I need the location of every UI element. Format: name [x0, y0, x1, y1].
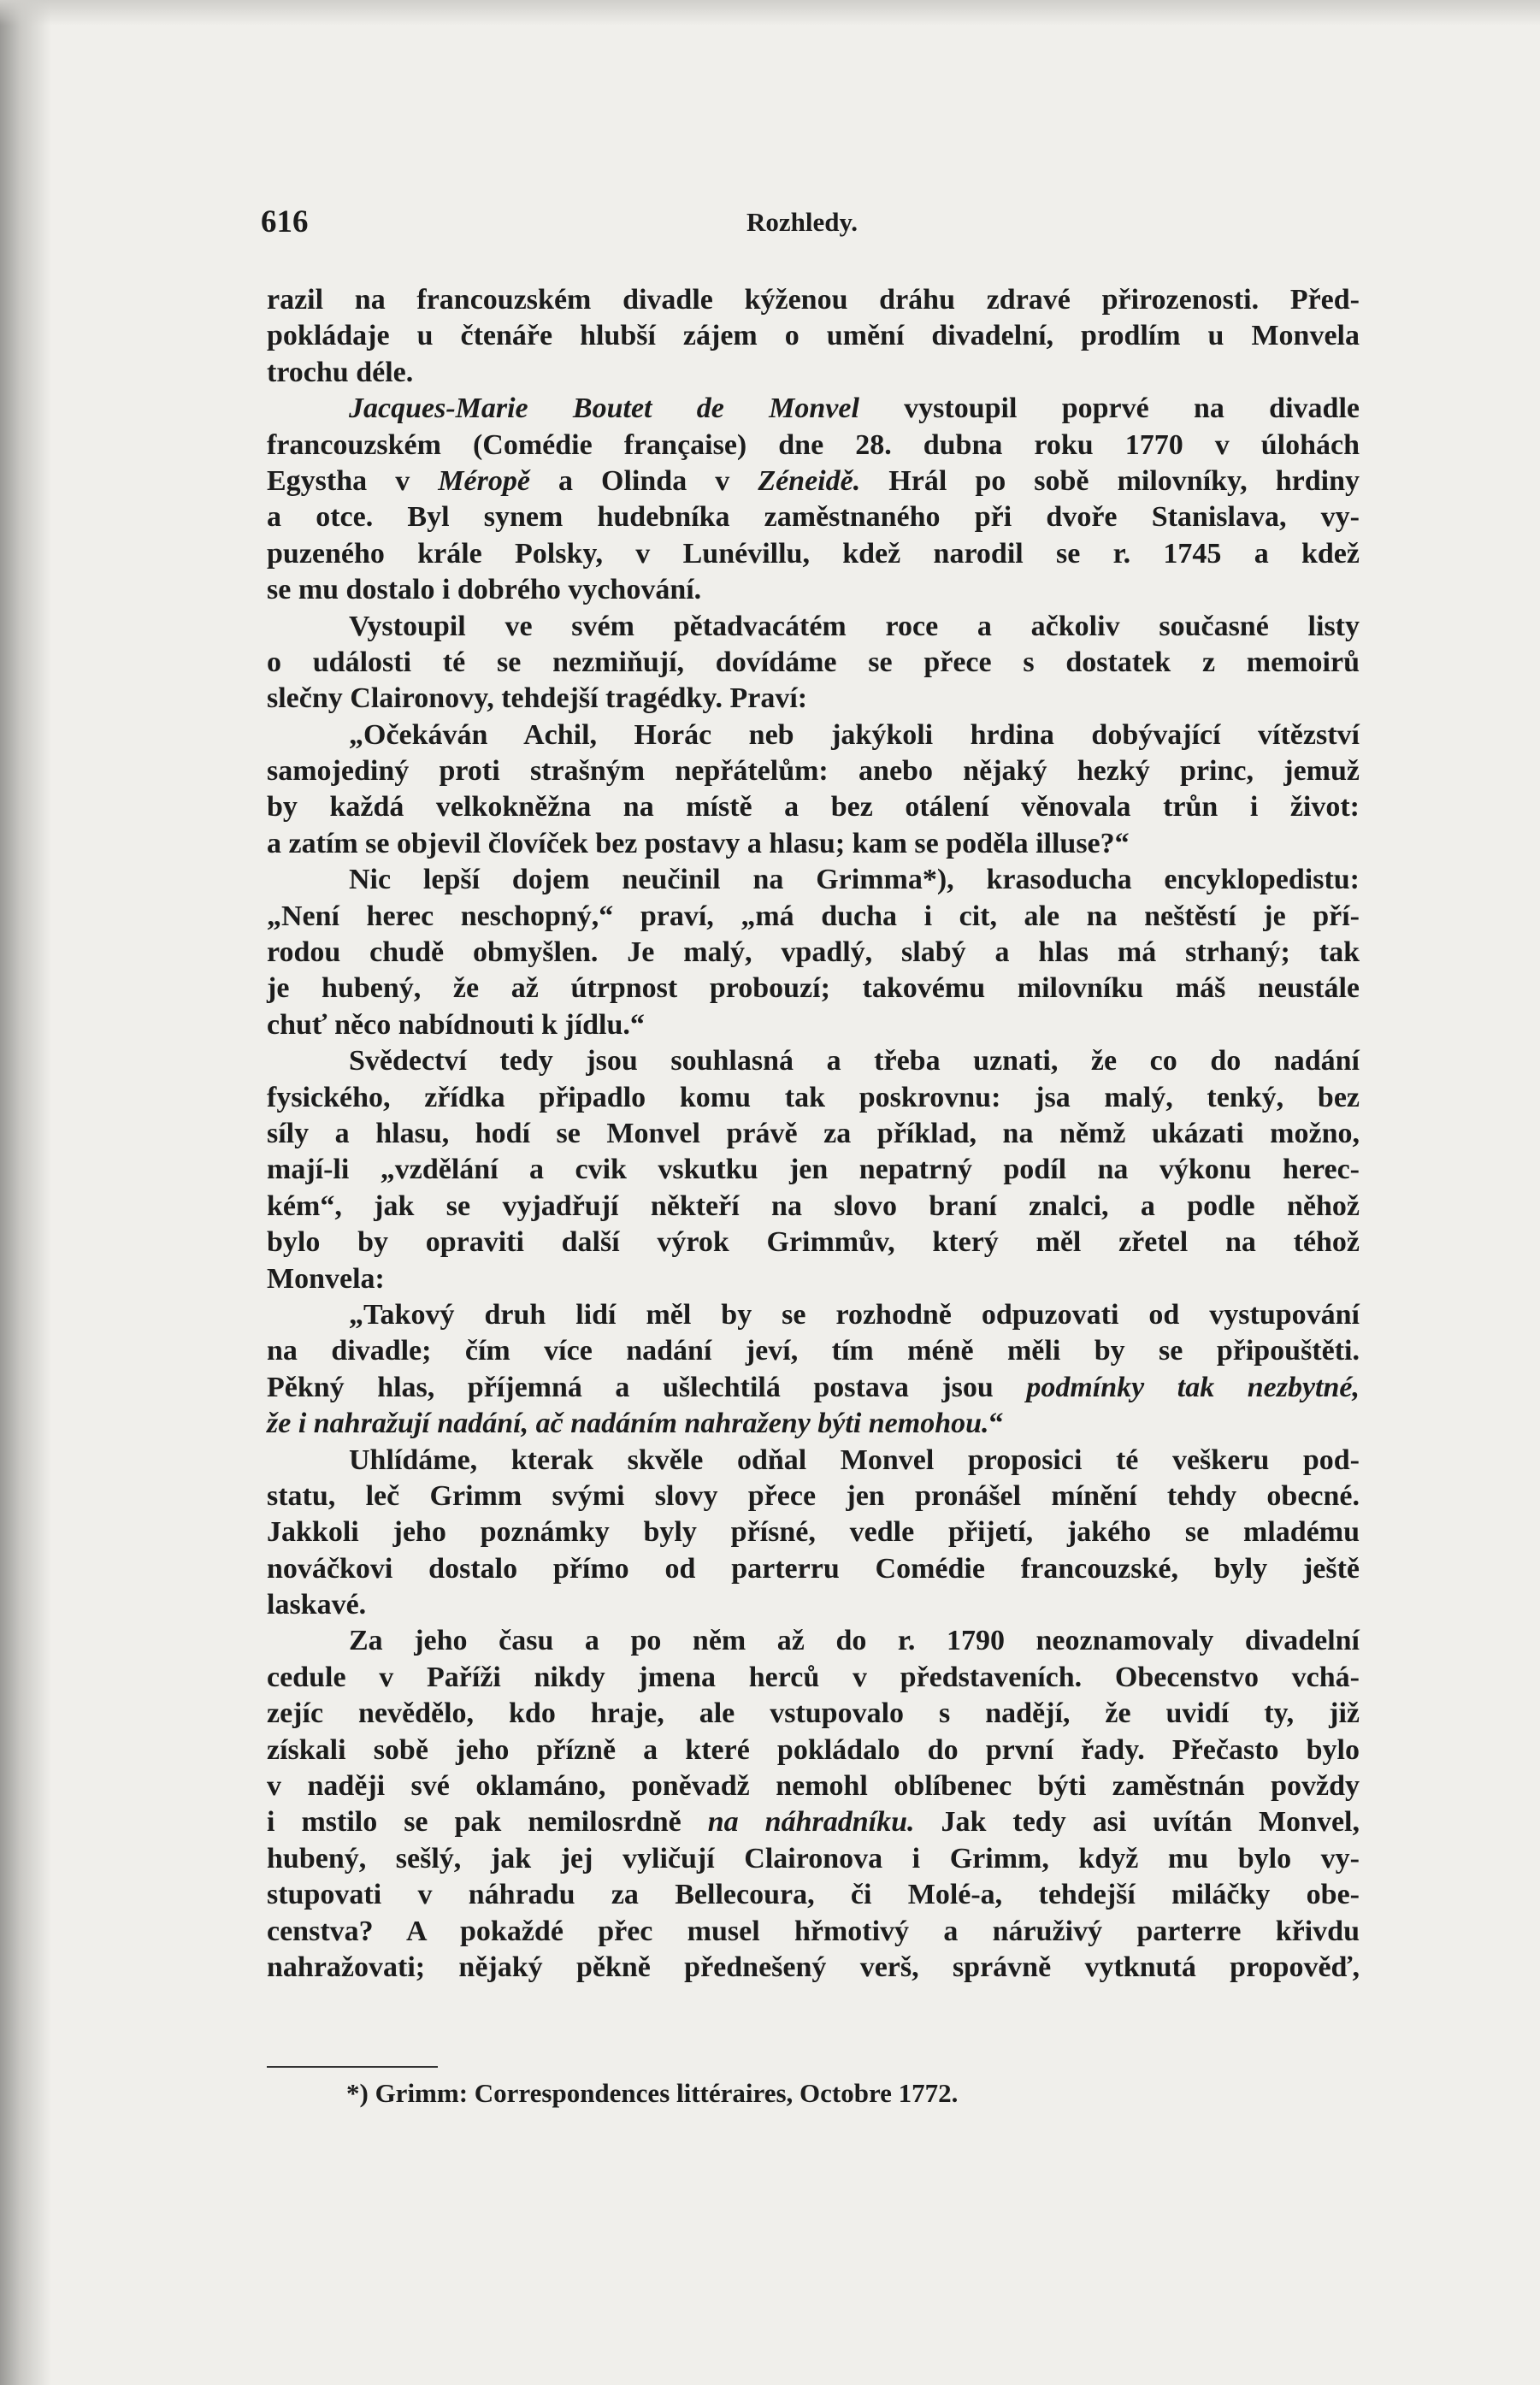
text-line: [267, 536, 1360, 572]
text-line: [267, 282, 1360, 318]
text-line: [267, 355, 1360, 391]
text-line: [267, 1116, 1360, 1152]
text-run: o události té se nezmiňují, dovídáme se přece s dostatek z memoirů: [267, 646, 1360, 678]
text-run: slečny Claironovy, tehdejší tragédky. Praví:: [267, 682, 808, 715]
page-top-shadow: [0, 0, 1540, 26]
text-run: a otce. Byl synem hudebníka zaměstnaného při dvoře Stanislava, vy-: [267, 501, 1360, 534]
text-line: [267, 1950, 1360, 1986]
text-run: fysického, zřídka připadlo komu tak poskrovnu: jsa malý, tenký, bez: [267, 1081, 1360, 1113]
text-run: pokládaje u čtenáře hlubší zájem o umění divadelní, prodlím u Monvela: [267, 320, 1360, 352]
text-run: stupovati v náhradu za Bellecoura, či Molé-a, tehdejší miláčky obe-: [267, 1879, 1360, 1911]
page-header: [261, 204, 1364, 246]
text-line: [267, 1479, 1360, 1514]
italic-text: na náhradníku.: [707, 1806, 915, 1839]
text-line: [267, 1225, 1360, 1260]
text-run: kém“, jak se vyjadřují někteří na slovo braní znalci, a podle něhož: [267, 1190, 1360, 1222]
text-line: [267, 1660, 1360, 1696]
text-run: censtva? A pokaždé přec musel hřmotivý a náruživý parterre křivdu: [267, 1915, 1360, 1947]
footnote-rule: [267, 2066, 438, 2068]
text-run: získali sobě jeho přízně a které pokládalo do první řady. Přečasto bylo: [267, 1733, 1360, 1766]
text-line: [267, 609, 1360, 645]
text-run: Monvela:: [267, 1262, 385, 1295]
text-line: [267, 753, 1360, 789]
text-run: trochu déle.: [267, 356, 414, 388]
text-line: [267, 789, 1360, 825]
text-line: [267, 1696, 1360, 1732]
text-line: [267, 1768, 1360, 1804]
text-run: Pěkný hlas, příjemná a ušlechtilá postava jsou: [267, 1371, 1027, 1403]
italic-text: podmínky tak nezbytné,: [1026, 1371, 1360, 1403]
text-run: a zatím se objevil človíček bez postavy a hlasu; kam se poděla illuse?“: [267, 827, 1130, 859]
text-run: Svědectví tedy jsou souhlasná a třeba uznati, že co do nadání: [349, 1045, 1360, 1077]
text-line: [267, 899, 1360, 935]
text-run: rodou chudě obmyšlen. Je malý, vpadlý, slabý a hlas má strhaný; tak: [267, 936, 1360, 969]
text-run: hubený, sešlý, jak jej vyličují Claironova i Grimm, když mu bylo vy-: [267, 1842, 1360, 1874]
text-line: [267, 826, 1360, 862]
italic-text: Jacques-Marie Boutet de Monvel: [349, 393, 859, 425]
text-run: v naději své oklamáno, poněvadž nemohl oblíbenec býti zaměstnán povždy: [267, 1770, 1360, 1803]
text-line: [267, 572, 1360, 608]
text-line: [267, 428, 1360, 463]
text-line: [267, 1189, 1360, 1225]
text-run: statu, leč Grimm svými slovy přece jen pronášel mínění tehdy obecné.: [267, 1479, 1360, 1512]
text-run: chuť něco nabídnouti k jídlu.“: [267, 1008, 645, 1041]
text-line: [267, 1007, 1360, 1043]
footnote: *) Grimm: Correspondences littéraires, Octobre 1772.: [346, 2078, 959, 2108]
italic-text: že i nahražují nadání, ač nadáním nahraženy býti nemohou.: [267, 1408, 989, 1440]
text-run: a Olinda v: [529, 464, 758, 497]
text-run: samojediný proti strašným nepřátelům: anebo nějaký hezký princ, jemuž: [267, 755, 1360, 788]
text-line: [267, 971, 1360, 1007]
page-number: 616: [261, 204, 309, 239]
text-run: Hrál po sobě milovníky, hrdiny: [860, 464, 1360, 497]
text-line: [267, 1877, 1360, 1913]
text-line: [267, 1080, 1360, 1116]
text-run: se mu dostalo i dobrého vychování.: [267, 574, 702, 606]
text-run: “: [988, 1408, 1004, 1440]
text-line: [267, 1587, 1360, 1623]
text-line: [267, 1551, 1360, 1587]
text-line: [267, 862, 1360, 898]
text-run: Za jeho času a po něm až do r. 1790 neoznamovaly divadelní: [349, 1625, 1360, 1657]
text-run: nováčkovi dostalo přímo od parterru Comédie francouzské, byly ještě: [267, 1552, 1360, 1585]
text-run: Jakkoli jeho poznámky byly přísné, vedle přijetí, jakého se mladému: [267, 1516, 1360, 1549]
text-line: [267, 1261, 1360, 1297]
text-run: mají-li „vzdělání a cvik vskutku jen nepatrný podíl na výkonu herec-: [267, 1154, 1360, 1186]
running-title: Rozhledy.: [746, 207, 859, 237]
text-run: „Takový druh lidí měl by se rozhodně odpuzovati od vystupování: [349, 1298, 1360, 1331]
text-run: vystoupil poprvé na divadle: [859, 393, 1360, 425]
text-run: Jak tedy asi uvítán Monvel,: [914, 1806, 1360, 1839]
italic-text: Méropě: [438, 464, 530, 497]
italic-text: Zéneidě.: [758, 464, 861, 497]
text-line: [267, 1443, 1360, 1479]
text-line: [267, 1370, 1360, 1406]
text-run: by každá velkokněžna na místě a bez otálení věnovala trůn i život:: [267, 791, 1360, 824]
text-line: [267, 717, 1360, 753]
text-line: [267, 1623, 1360, 1659]
text-run: nahražovati; nějaký pěkně přednešený verš, správně vytknutá propověď,: [267, 1951, 1360, 1983]
text-run: francouzském (Comédie française) dne 28. dubna roku 1770 v úlohách: [267, 428, 1360, 461]
text-run: laskavé.: [267, 1589, 367, 1621]
text-run: Vystoupil ve svém pětadvacátém roce a ačkoliv současné listy: [349, 610, 1360, 642]
text-line: [267, 645, 1360, 681]
text-line: [267, 1804, 1360, 1840]
text-line: [267, 681, 1360, 717]
text-line: [267, 1152, 1360, 1188]
body-text: [267, 282, 1360, 1986]
text-run: na divadle; čím více nadání jeví, tím méně měli by se připouštěti.: [267, 1335, 1360, 1367]
text-run: bylo by opraviti další výrok Grimmův, který měl zřetel na téhož: [267, 1226, 1360, 1259]
text-line: [267, 391, 1360, 427]
text-run: Egystha v: [267, 464, 439, 497]
text-line: [267, 1841, 1360, 1877]
text-run: síly a hlasu, hodí se Monvel právě za příklad, na němž ukázati možno,: [267, 1117, 1360, 1149]
text-run: cedule v Paříži nikdy jmena herců v představeních. Obecenstvo vchá-: [267, 1661, 1360, 1693]
text-line: [267, 1043, 1360, 1079]
text-run: puzeného krále Polsky, v Lunévillu, kdež narodil se r. 1745 a kdež: [267, 537, 1360, 570]
text-line: [267, 499, 1360, 535]
text-run: Nic lepší dojem neučinil na Grimma*), krasoducha encyklopedistu:: [349, 864, 1360, 896]
text-run: „Očekáván Achil, Horác neb jakýkoli hrdina dobývající vítězství: [349, 718, 1360, 751]
text-run: razil na francouzském divadle kýženou dráhu zdravé přirozenosti. Před-: [267, 284, 1360, 316]
text-line: [267, 1333, 1360, 1369]
text-line: [267, 935, 1360, 971]
text-line: [267, 463, 1360, 499]
text-run: je hubený, že až útrpnost probouzí; takovému milovníku máš neustále: [267, 972, 1360, 1005]
text-run: „Není herec neschopný,“ praví, „má ducha i cit, ale na neštěstí je pří-: [267, 900, 1360, 932]
text-run: Uhlídáme, kterak skvěle odňal Monvel proposici té veškeru pod-: [349, 1443, 1360, 1476]
text-run: i mstilo se pak nemilosrdně: [267, 1806, 708, 1839]
text-run: zejíc nevědělo, kdo hraje, ale vstupovalo s nadějí, že uvidí ty, již: [267, 1697, 1360, 1730]
text-line: [267, 1733, 1360, 1768]
text-line: [267, 1914, 1360, 1950]
text-line: [267, 318, 1360, 354]
text-line: [267, 1297, 1360, 1333]
text-line: [267, 1514, 1360, 1550]
page-edge-shadow: [0, 0, 51, 2385]
text-line: [267, 1406, 1360, 1442]
